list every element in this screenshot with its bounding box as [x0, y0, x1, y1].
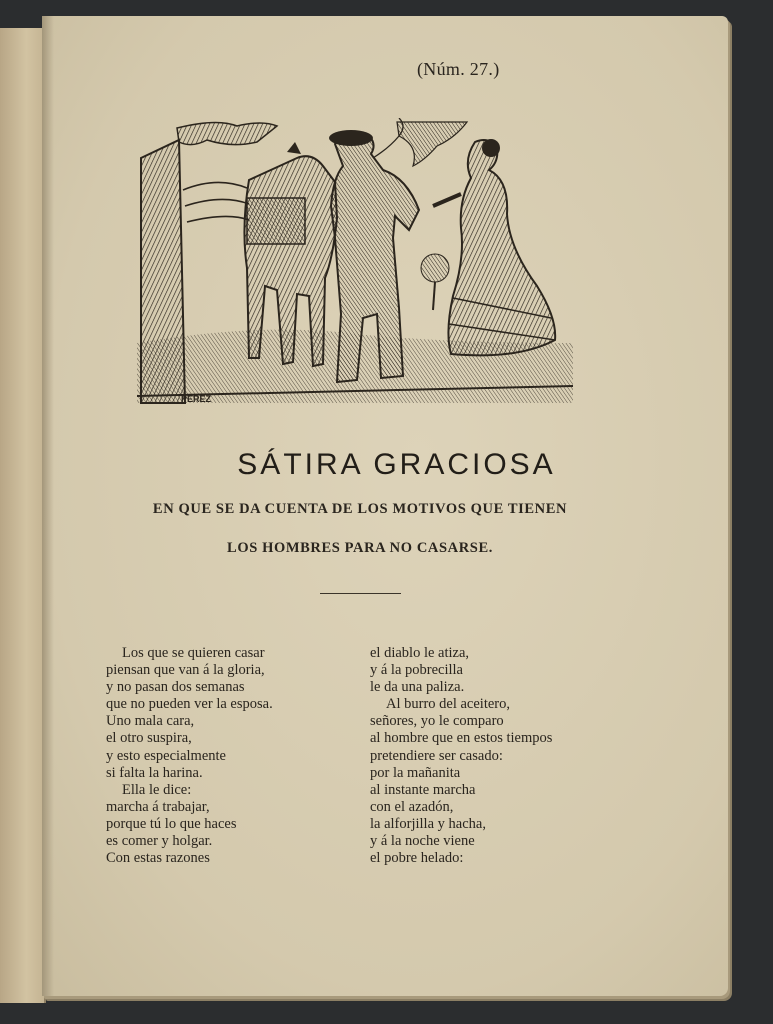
- poem-line: al instante marcha: [370, 781, 476, 798]
- horse: [244, 156, 337, 366]
- issue-number: (Núm. 27.): [417, 59, 500, 79]
- small-tree: [421, 254, 449, 282]
- poem-line: el pobre helado:: [370, 850, 464, 867]
- subtitle-line-2: LOS HOMBRES PARA NO CASARSE.: [227, 540, 493, 556]
- poem-line: Uno mala cara,: [106, 713, 195, 730]
- poem-line: Los que se quieren casar: [122, 645, 265, 661]
- woman: [448, 140, 555, 355]
- poem-line: por la mañanita: [370, 764, 461, 781]
- poem-line: la alforjilla y hacha,: [370, 815, 486, 832]
- poem-line: señores, yo le comparo: [370, 713, 504, 730]
- poem-line: y á la pobrecilla: [370, 662, 463, 679]
- poem-line: le da una paliza.: [370, 679, 465, 696]
- tree-trunk: [141, 140, 185, 403]
- page-title: SÁTIRA GRACIOSA: [237, 448, 556, 481]
- poem-line: piensan que van á la gloria,: [106, 662, 265, 679]
- poem-line: es comer y holgar.: [106, 833, 213, 850]
- poem-line: el otro suspira,: [106, 730, 192, 747]
- tree-foliage: [177, 122, 277, 144]
- woodcut-illustration: [137, 118, 573, 408]
- poem-line: que no pueden ver la esposa.: [106, 696, 273, 713]
- subtitle-line-1: EN QUE SE DA CUENTA DE LOS MOTIVOS QUE TIENEN: [152, 501, 568, 517]
- poem-line: al hombre que en estos tiempos: [370, 730, 553, 747]
- poem-line: y no pasan dos semanas: [106, 679, 245, 696]
- illustration-signature: PEREZ: [181, 394, 212, 404]
- poem-column-left: [106, 645, 273, 867]
- cloud: [397, 122, 467, 166]
- poem-line: y esto especialmente: [106, 747, 226, 764]
- poem-line: Ella le dice:: [122, 781, 192, 798]
- facing-page-edge: [0, 28, 46, 1003]
- poem-line: con el azadón,: [370, 798, 454, 815]
- page-gutter-shadow: [42, 16, 54, 996]
- poem-line: porque tú lo que haces: [106, 815, 237, 832]
- poem-line: Al burro del aceitero,: [386, 696, 511, 713]
- poem-line: Con estas razones: [106, 850, 210, 867]
- poem-line: y á la noche viene: [370, 833, 475, 850]
- poem-line: el diablo le atiza,: [370, 645, 470, 661]
- poem-column-right: [370, 645, 552, 867]
- separator-rule: [320, 593, 401, 594]
- poem-line: marcha á trabajar,: [106, 798, 210, 815]
- poem-line: si falta la harina.: [106, 764, 203, 781]
- poem-line: pretendiere ser casado:: [370, 747, 503, 764]
